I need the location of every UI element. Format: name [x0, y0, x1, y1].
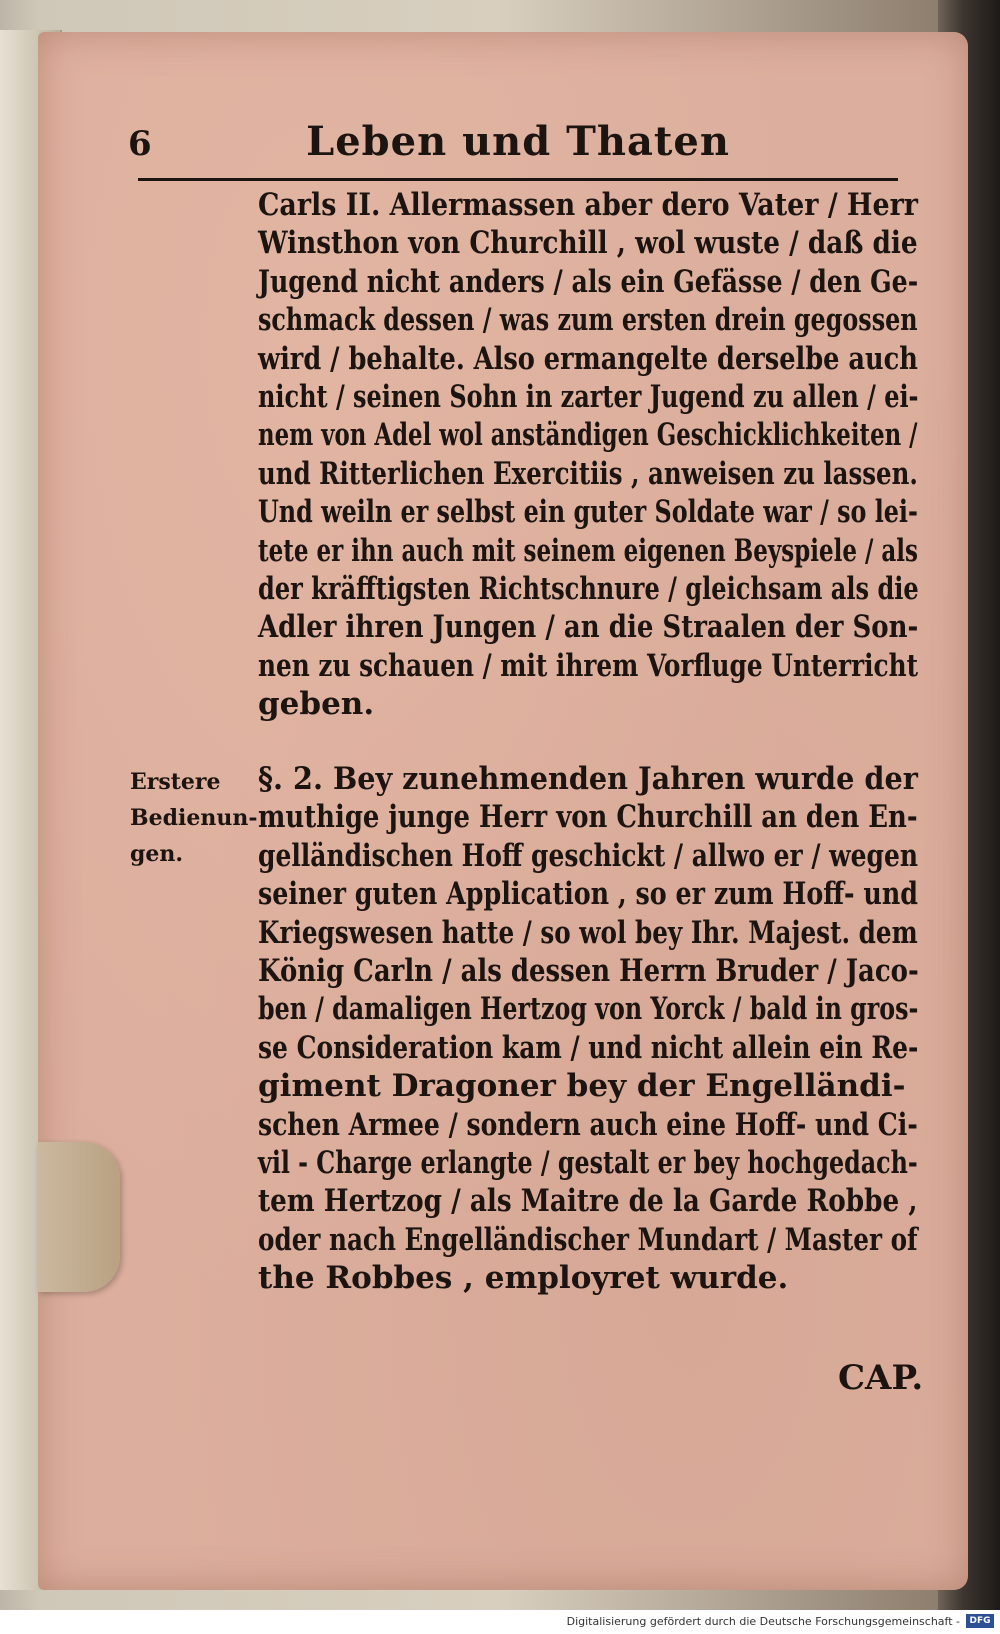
marginal-note: [130, 764, 258, 872]
text-line: tem Hertzog / als Maitre de la Garde Robbe ,: [258, 1183, 918, 1220]
text-line: se Consideration kam / und nicht allein ein Re-: [258, 1029, 919, 1066]
page-clip: [38, 1142, 120, 1292]
text-line: Winsthon von Churchill , wol wuste / daß die: [258, 225, 918, 262]
text-line: the Robbes , employret wurde.: [258, 1260, 789, 1297]
text-line: nem von Adel wol anständigen Geschicklichkeiten /: [258, 417, 918, 454]
text-line: oder nach Engelländischer Mundart / Master of: [258, 1221, 918, 1258]
text-line: muthige junge Herr von Churchill an den En-: [258, 799, 918, 836]
digitization-footer: [0, 1610, 1000, 1634]
text-line: §. 2. Bey zunehmenden Jahren wurde der: [258, 761, 918, 797]
running-head: Leben und Thaten: [306, 118, 730, 165]
header-rule: [138, 178, 898, 181]
paragraph-2: [258, 760, 918, 1298]
text-line: giment Dragoner bey der Engelländi-: [258, 1068, 906, 1105]
text-line: ben / damaligen Hertzog von Yorck / bald in gros-: [258, 991, 919, 1028]
text-line: König Carln / als dessen Herrn Bruder / Jaco-: [258, 953, 919, 990]
marginal-note-line: Erstere: [130, 769, 221, 795]
text-line: nen zu schauen / mit ihrem Vorfluge Unterricht: [258, 647, 919, 684]
marginal-note-line: Bedienun-: [130, 805, 258, 831]
page-number: 6: [128, 124, 152, 164]
text-line: Jugend nicht anders / als ein Gefässe / den Ge-: [258, 263, 919, 300]
text-line: nicht / seinen Sohn in zarter Jugend zu allen / ei-: [258, 379, 919, 416]
text-line: tete er ihn auch mit seinem eigenen Beyspiele / als: [258, 532, 918, 569]
paragraph-1: [258, 186, 918, 724]
text-line: Adler ihren Jungen / an die Straalen der Son-: [258, 609, 919, 646]
text-line: geben.: [258, 686, 375, 723]
text-line: schen Armee / sondern auch eine Hoff- und Ci-: [258, 1106, 918, 1143]
text-line: und Ritterlichen Exercitiis , anweisen zu lassen.: [258, 455, 918, 492]
text-line: Kriegswesen hatte / so wol bey Ihr. Majest. dem: [258, 914, 918, 951]
text-line: seiner guten Application , so er zum Hoff- und: [258, 876, 919, 913]
text-line: gelländischen Hoff geschickt / allwo er / wegen: [258, 837, 919, 874]
text-line: Und weiln er selbst ein guter Soldate war / so lei-: [258, 494, 918, 531]
dfg-logo: DFG: [966, 1614, 994, 1628]
text-line: wird / behalte. Also ermangelte derselbe auch: [258, 340, 918, 377]
text-line: vil - Charge erlangte / gestalt er bey hochgedach-: [258, 1145, 918, 1182]
text-line: der kräfftigsten Richtschnure / gleichsam als die: [258, 571, 919, 608]
marginal-note-line: gen.: [130, 841, 184, 867]
page-header: [128, 118, 908, 178]
text-line: Carls II. Allermassen aber dero Vater / Herr: [258, 187, 918, 223]
catchword: CAP.: [838, 1358, 924, 1398]
text-line: schmack dessen / was zum ersten drein gegossen: [258, 302, 918, 339]
funding-credit: Digitalisierung gefördert durch die Deutsche Forschungsgemeinschaft -: [566, 1615, 960, 1628]
